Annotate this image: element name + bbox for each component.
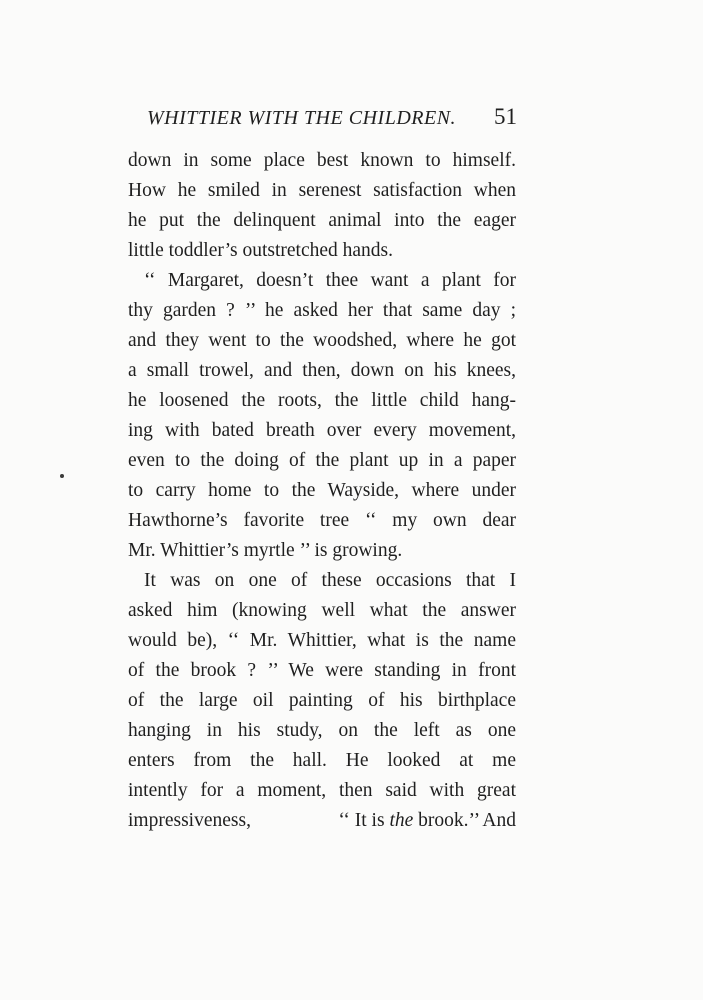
- text-line: would be), ‘‘ Mr. Whittier, what is the name: [128, 630, 516, 651]
- text-line: down in some place best known to himself.: [128, 150, 516, 171]
- running-head: WHITTIER WITH THE CHILDREN.: [147, 107, 457, 129]
- text-line: even to the doing of the plant up in a paper: [128, 450, 516, 471]
- text-line: intently for a moment, then said with great: [128, 780, 516, 801]
- text-line: It was on one of these occasions that I: [144, 570, 516, 591]
- text-line-final: [128, 810, 516, 832]
- text-segment: impressiveness,: [128, 810, 251, 831]
- text-line: he loosened the roots, the little child hang-: [128, 390, 516, 411]
- margin-speck: [60, 474, 64, 478]
- text-line: of the brook ? ’’ We were standing in front: [128, 660, 516, 681]
- running-header: [147, 104, 517, 138]
- italic-word: the: [389, 810, 414, 831]
- text-segment: brook.’’ And: [418, 810, 516, 831]
- text-line: Hawthorne’s favorite tree ‘‘ my own dear: [128, 510, 516, 531]
- text-line: and they went to the woodshed, where he got: [128, 330, 516, 351]
- text-line: of the large oil painting of his birthplace: [128, 690, 516, 711]
- text-line: Mr. Whittier’s myrtle ’’ is growing.: [128, 540, 403, 561]
- text-segment: [338, 810, 516, 832]
- text-line: little toddler’s outstretched hands.: [128, 240, 394, 261]
- text-line: asked him (knowing well what the answer: [128, 600, 516, 621]
- text-line: How he smiled in serenest satisfaction when: [128, 180, 516, 201]
- text-line: he put the delinquent animal into the eager: [128, 210, 516, 231]
- page-number: 51: [494, 104, 517, 129]
- text-line: a small trowel, and then, down on his knees,: [128, 360, 516, 381]
- text-line: ing with bated breath over every movement,: [128, 420, 516, 441]
- text-segment: ‘‘ It is: [338, 810, 385, 831]
- text-line: thy garden ? ’’ he asked her that same day ;: [128, 300, 516, 321]
- text-line: ‘‘ Margaret, doesn’t thee want a plant for: [144, 270, 516, 291]
- text-line: enters from the hall. He looked at me: [128, 750, 516, 771]
- text-line: to carry home to the Wayside, where under: [128, 480, 516, 501]
- text-line: hanging in his study, on the left as one: [128, 720, 516, 741]
